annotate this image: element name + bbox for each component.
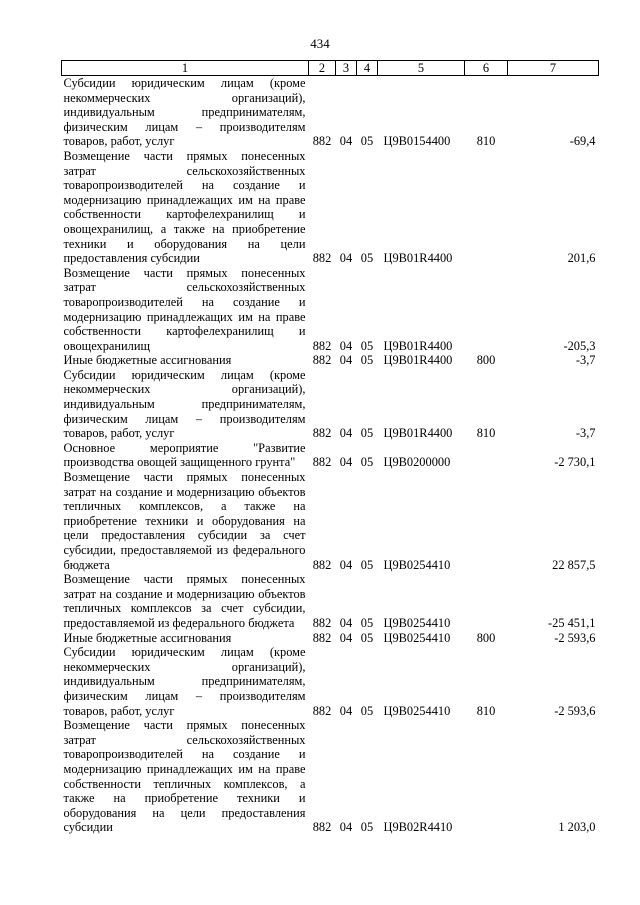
table-row [62,149,599,266]
row-expense-type [465,470,508,572]
column-header: 1 [62,61,309,76]
row-section: 04 [339,820,353,835]
row-section: 04 [339,703,353,718]
row-section: 04 [339,353,353,368]
page-number: 434 [310,36,330,51]
row-ministry-code: 882 [312,703,332,718]
row-subsection: 05 [360,134,374,149]
row-section: 04 [339,630,353,645]
row-amount: -25 451,1 [548,615,596,630]
row-name: Субсидии юридическим лицам (кроме некоммерческих организаций), индивидуальным предпринимателям, физическим лицам – производителям товаров, работ, услуг [63,645,306,718]
row-name: Возмещение части прямых понесенных затрат на создание и модернизацию объектов тепличных комплексов за счет субсидии, предоставляемой из федерального бюджета [63,572,306,630]
table-row [62,266,599,354]
column-header: 2 [309,61,336,76]
row-expense-type [465,441,508,470]
row-target-article: Ц9В01R4400 [383,338,453,353]
row-section: 04 [339,426,353,441]
table-row [62,572,599,630]
row-amount: -69,4 [569,134,596,149]
row-name: Иные бюджетные ассигнования [63,630,232,645]
row-subsection: 05 [360,338,374,353]
row-amount: -3,7 [575,353,596,368]
column-header: 5 [378,61,465,76]
table-row [62,368,599,441]
row-ministry-code: 882 [312,426,332,441]
table-row [62,645,599,718]
table-row [62,353,599,368]
row-ministry-code: 882 [312,134,332,149]
row-target-article: Ц9В01R4400 [383,353,453,368]
row-ministry-code: 882 [312,557,332,572]
row-section: 04 [339,134,353,149]
row-target-article: Ц9В0254410 [383,703,451,718]
row-expense-type [465,149,508,266]
row-section: 04 [339,338,353,353]
row-ministry-code: 882 [312,251,332,266]
row-section: 04 [339,615,353,630]
row-amount: 22 857,5 [552,557,596,572]
table-row [62,76,599,149]
row-name: Основное мероприятие "Развитие производства овощей защищенного грунта" [63,440,306,470]
column-header: 6 [465,61,508,76]
table-row [62,718,599,835]
row-ministry-code: 882 [312,820,332,835]
table-header-row [62,61,599,76]
row-subsection: 05 [360,703,374,718]
row-expense-type: 810 [476,703,496,718]
row-expense-type: 800 [476,630,496,645]
table-row [62,470,599,572]
row-ministry-code: 882 [312,615,332,630]
row-section: 04 [339,455,353,470]
row-amount: -2 730,1 [554,455,596,470]
row-target-article: Ц9В0254410 [383,630,451,645]
row-subsection: 05 [360,353,374,368]
row-expense-type: 800 [476,353,496,368]
row-subsection: 05 [360,557,374,572]
budget-table [61,60,599,835]
row-subsection: 05 [360,251,374,266]
row-amount: -3,7 [575,426,596,441]
row-amount: 1 203,0 [558,820,596,835]
row-name: Субсидии юридическим лицам (кроме некоммерческих организаций), индивидуальным предпринимателям, физическим лицам – производителям товаров, работ, услуг [63,367,306,441]
row-subsection: 05 [360,455,374,470]
row-ministry-code: 882 [312,353,332,368]
row-target-article: Ц9В0200000 [383,455,451,470]
row-name: Иные бюджетные ассигнования [63,353,232,368]
row-name: Возмещение части прямых понесенных затрат сельскохозяйственных товаропроизводителей на создание и модернизацию принадлежащих им на праве собственности тепличных комплексов, а также на приобретение техники и оборудования на цели предоставления субсидии [63,718,306,835]
row-amount: -205,3 [563,338,596,353]
row-target-article: Ц9В0254410 [383,557,451,572]
row-amount: 201,6 [567,251,596,266]
row-expense-type [465,718,508,835]
row-expense-type: 810 [476,426,496,441]
row-ministry-code: 882 [312,455,332,470]
row-name: Возмещение части прямых понесенных затрат сельскохозяйственных товаропроизводителей на создание и модернизацию принадлежащих им на праве собственности картофелехранилищ и овощехранилищ, а также на приобретение техники и оборудования на цели предоставления субсидии [63,148,306,266]
row-name: Возмещение части прямых понесенных затрат сельскохозяйственных товаропроизводителей на создание и модернизацию принадлежащих им на праве собственности картофелехранилищ и овощехранилищ [63,265,306,353]
row-ministry-code: 882 [312,338,332,353]
row-target-article: Ц9В02R4410 [383,820,453,835]
row-subsection: 05 [360,615,374,630]
table-row [62,441,599,470]
row-section: 04 [339,557,353,572]
column-header: 3 [336,61,357,76]
row-name: Субсидии юридическим лицам (кроме некоммерческих организаций), индивидуальным предпринимателям, физическим лицам – производителям товаров, работ, услуг [63,76,306,149]
row-target-article: Ц9В0154400 [383,134,451,149]
table-row [62,631,599,646]
row-expense-type: 810 [476,134,496,149]
row-name: Возмещение части прямых понесенных затрат на создание и модернизацию объектов тепличных комплексов, а также на приобретение техники и оборудования на цели предоставления субсидии за счет субсидии, предоставляемой из федерального бюджета [63,470,306,572]
row-amount: -2 593,6 [554,630,596,645]
column-header: 4 [357,61,378,76]
row-target-article: Ц9В01R4400 [383,251,453,266]
row-subsection: 05 [360,820,374,835]
row-section: 04 [339,251,353,266]
row-expense-type [465,266,508,354]
row-subsection: 05 [360,426,374,441]
row-target-article: Ц9В0254410 [383,615,451,630]
row-ministry-code: 882 [312,630,332,645]
row-amount: -2 593,6 [554,703,596,718]
row-expense-type [465,572,508,630]
column-header: 7 [508,61,599,76]
row-target-article: Ц9В01R4400 [383,426,453,441]
row-subsection: 05 [360,630,374,645]
